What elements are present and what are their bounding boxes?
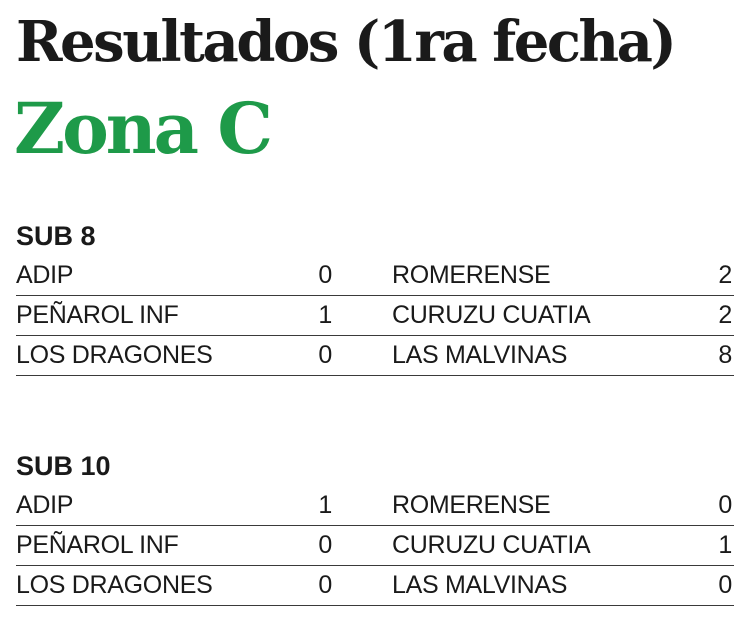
away-score: 2 [718,261,732,289]
away-team: ROMERENSE [392,261,551,289]
page-title: Resultados (1ra fecha) [16,9,675,75]
home-score: 0 [318,341,332,369]
home-team: ADIP [16,491,74,519]
away-score: 2 [718,301,732,329]
away-team: CURUZU CUATIA [392,531,591,559]
home-score: 1 [318,491,332,519]
home-team: LOS DRAGONES [16,341,213,369]
away-score: 8 [718,341,732,369]
home-score: 1 [318,301,332,329]
match-row [16,296,734,336]
away-score: 1 [718,531,732,559]
home-team: ADIP [16,261,74,289]
zone-title: Zona C [14,87,271,170]
category-section-sub-8 [16,216,734,376]
category-title: SUB 8 [16,221,96,251]
match-row [16,526,734,566]
away-team: CURUZU CUATIA [392,301,591,329]
away-team: LAS MALVINAS [392,341,568,369]
home-team: PEÑAROL INF [16,301,179,329]
home-team: LOS DRAGONES [16,571,213,599]
home-score: 0 [318,531,332,559]
match-row [16,486,734,526]
category-title: SUB 10 [16,451,111,481]
home-team: PEÑAROL INF [16,531,179,559]
category-section-sub-10 [16,446,734,606]
away-team: ROMERENSE [392,491,551,519]
match-row [16,336,734,376]
away-score: 0 [718,491,732,519]
match-row [16,256,734,296]
away-team: LAS MALVINAS [392,571,568,599]
home-score: 0 [318,571,332,599]
away-score: 0 [718,571,732,599]
match-row [16,566,734,606]
home-score: 0 [318,261,332,289]
